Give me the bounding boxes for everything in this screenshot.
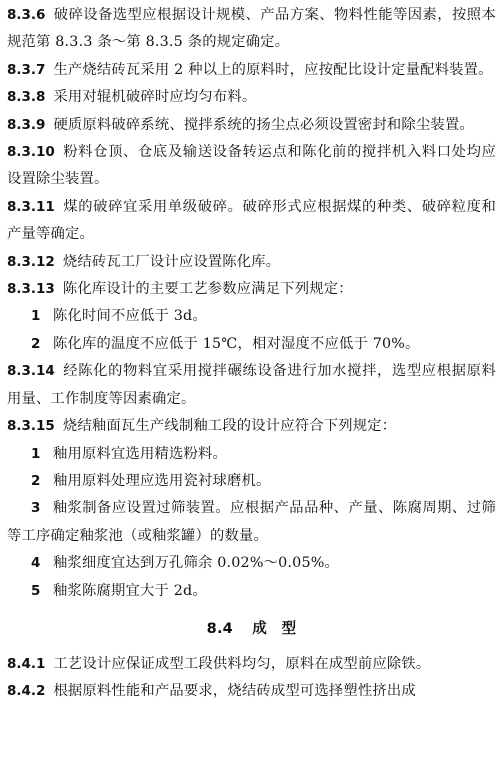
item-text: 陈化库的温度不应低于 15℃，相对湿度不应低于 70%。 <box>53 335 420 352</box>
clause-text: 生产烧结砖瓦采用 2 种以上的原料时，应按配比设计定量配料装置。 <box>53 61 493 78</box>
item-text: 陈化时间不应低于 3d。 <box>53 308 207 325</box>
section-title: 成 型 <box>252 620 297 637</box>
clause-text: 经陈化的物料宜采用搅拌碾练设备进行加水搅拌，选型应根据原料用量、工作制度等因素确定。 <box>7 363 496 407</box>
list-item <box>7 550 496 577</box>
item-text: 釉用原料处理应选用瓷衬球磨机。 <box>53 472 271 489</box>
clause-number: 8.3.15 <box>7 418 55 435</box>
clause-8-3-14 <box>7 358 496 413</box>
list-item <box>7 468 496 495</box>
clause-8-3-9 <box>7 112 496 139</box>
clause-8-3-10 <box>7 139 496 194</box>
item-number: 1 <box>31 308 41 325</box>
clause-number: 8.3.14 <box>7 363 55 380</box>
clause-text: 陈化库设计的主要工艺参数应满足下列规定： <box>62 281 353 298</box>
clause-number: 8.3.9 <box>7 116 46 133</box>
clause-number: 8.3.8 <box>7 89 46 106</box>
section-heading <box>7 611 496 647</box>
item-number: 4 <box>31 555 41 572</box>
clause-number: 8.3.11 <box>7 198 55 215</box>
list-item <box>7 578 496 605</box>
item-number: 2 <box>31 335 41 352</box>
item-text: 釉浆陈腐期宜大于 2d。 <box>53 582 207 599</box>
item-text: 釉用原料宜选用精选粉料。 <box>53 445 227 462</box>
clause-number: 8.3.13 <box>7 281 55 298</box>
clause-number: 8.4.1 <box>7 655 46 672</box>
clause-8-3-13 <box>7 276 496 303</box>
item-number: 1 <box>31 445 41 462</box>
clause-8-3-11 <box>7 194 496 249</box>
clause-text: 煤的破碎宜采用单级破碎。破碎形式应根据煤的种类、破碎粒度和产量等确定。 <box>7 198 496 243</box>
section-number: 8.4 <box>206 620 233 637</box>
clause-number: 8.4.2 <box>7 683 46 700</box>
clause-number: 8.3.7 <box>7 61 46 78</box>
list-item <box>7 331 496 358</box>
item-number: 3 <box>31 500 41 517</box>
clause-8-4-2 <box>7 678 496 705</box>
clause-8-3-6 <box>7 2 496 57</box>
list-item <box>7 303 496 330</box>
clause-text: 工艺设计应保证成型工段供料均匀，原料在成型前应除铁。 <box>53 655 431 672</box>
clause-text: 粉料仓顶、仓底及输送设备转运点和陈化前的搅拌机入料口处均应设置除尘装置。 <box>7 144 496 188</box>
item-number: 5 <box>31 582 41 599</box>
clause-text: 烧结砖瓦工厂设计应设置陈化库。 <box>62 253 281 270</box>
clause-text: 根据原料性能和产品要求，烧结砖成型可选择塑性挤出成 <box>53 683 416 700</box>
clause-text: 硬质原料破碎系统、搅拌系统的扬尘点必须设置密封和除尘装置。 <box>53 116 474 133</box>
clause-number: 8.3.6 <box>7 7 46 23</box>
clause-8-3-7 <box>7 57 496 84</box>
clause-number: 8.3.12 <box>7 253 55 270</box>
item-number: 2 <box>31 472 41 489</box>
clause-text: 破碎设备选型应根据设计规模、产品方案、物料性能等因素，按照本规范第 8.3.3 条～第 8.3.5 条的规定确定。 <box>7 7 496 51</box>
clause-8-3-12 <box>7 249 496 276</box>
clause-8-3-15 <box>7 413 496 440</box>
item-text: 釉浆制备应设置过筛装置。应根据产品品种、产量、陈腐周期、过筛等工序确定釉浆池（或釉浆罐）的数量。 <box>7 500 496 544</box>
item-text: 釉浆细度宜达到万孔筛余 0.02%～0.05%。 <box>53 555 340 572</box>
list-item <box>7 495 496 550</box>
clause-number: 8.3.10 <box>7 144 55 161</box>
clause-text: 采用对辊机破碎时应均匀布料。 <box>53 89 257 106</box>
clause-text: 烧结釉面瓦生产线制釉工段的设计应符合下列规定： <box>62 418 397 435</box>
list-item <box>7 441 496 468</box>
clause-8-3-8 <box>7 84 496 111</box>
clause-8-4-1 <box>7 651 496 678</box>
